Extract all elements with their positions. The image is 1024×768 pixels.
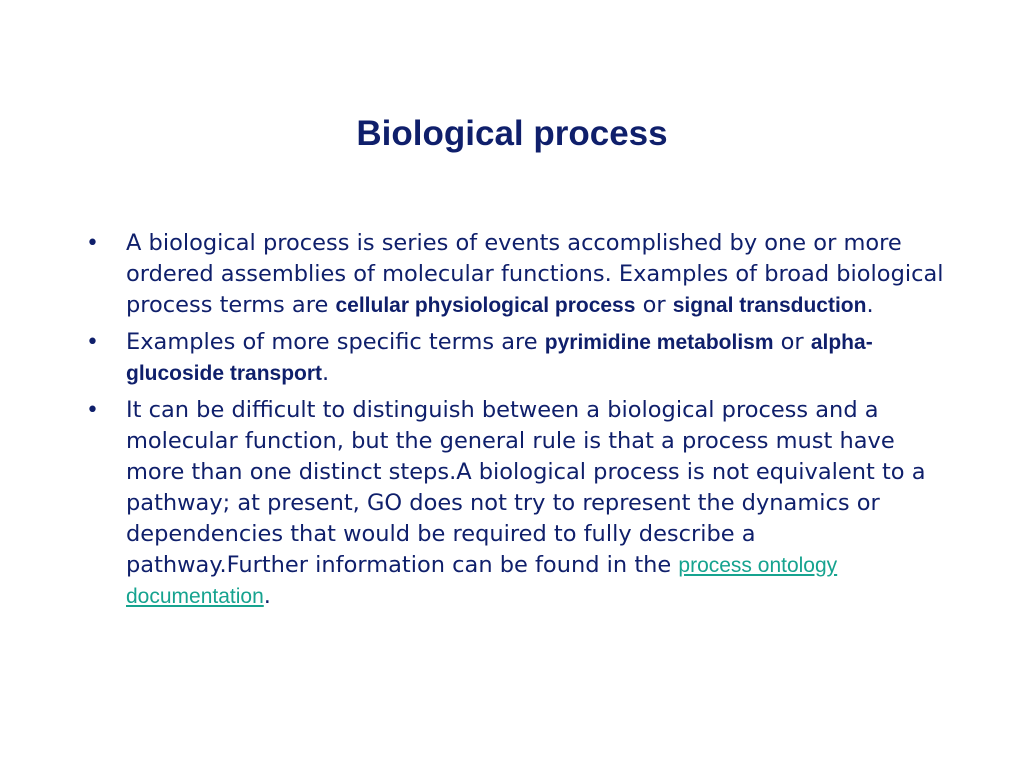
slide-title: Biological process <box>356 114 668 153</box>
bullet-item-distinction <box>86 395 944 612</box>
term-signal-transduction: signal transduction <box>672 294 867 317</box>
bullet-text: . <box>322 360 330 386</box>
bullet-item-definition <box>86 228 944 321</box>
term-pyrimidine-metabolism: pyrimidine metabolism <box>544 331 774 354</box>
bullet-text: It can be difficult to distinguish between a biological process and a molecular function, but the general rule is that a process must have more than one distinct steps.A biological process is not equivalent to a pathway; at present, GO does not try to represent the dynamics or dependencies that would be required to fully describe a pathway.Further information can be found in the <box>126 397 926 578</box>
bullet-text: or <box>773 329 811 355</box>
bullet-text: . <box>866 292 874 318</box>
bullet-icon: • <box>86 398 99 423</box>
term-alpha-glucoside-transport: alpha-glucoside transport <box>126 331 873 385</box>
bullet-item-specific-examples <box>86 327 944 389</box>
bullet-text: or <box>635 292 673 318</box>
term-cellular-physiological-process: cellular physiological process <box>335 294 636 317</box>
bullet-list <box>86 228 944 618</box>
bullet-text: Examples of more specific terms are <box>126 329 545 355</box>
bullet-text: . <box>263 583 271 609</box>
process-ontology-documentation-link[interactable]: process ontology documentation <box>126 554 838 608</box>
bullet-icon: • <box>86 231 99 256</box>
bullet-icon: • <box>86 330 99 355</box>
bullet-text: A biological process is series of events accomplished by one or more ordered assemblies of molecular functions. Examples of broad biological process terms are <box>126 230 944 318</box>
